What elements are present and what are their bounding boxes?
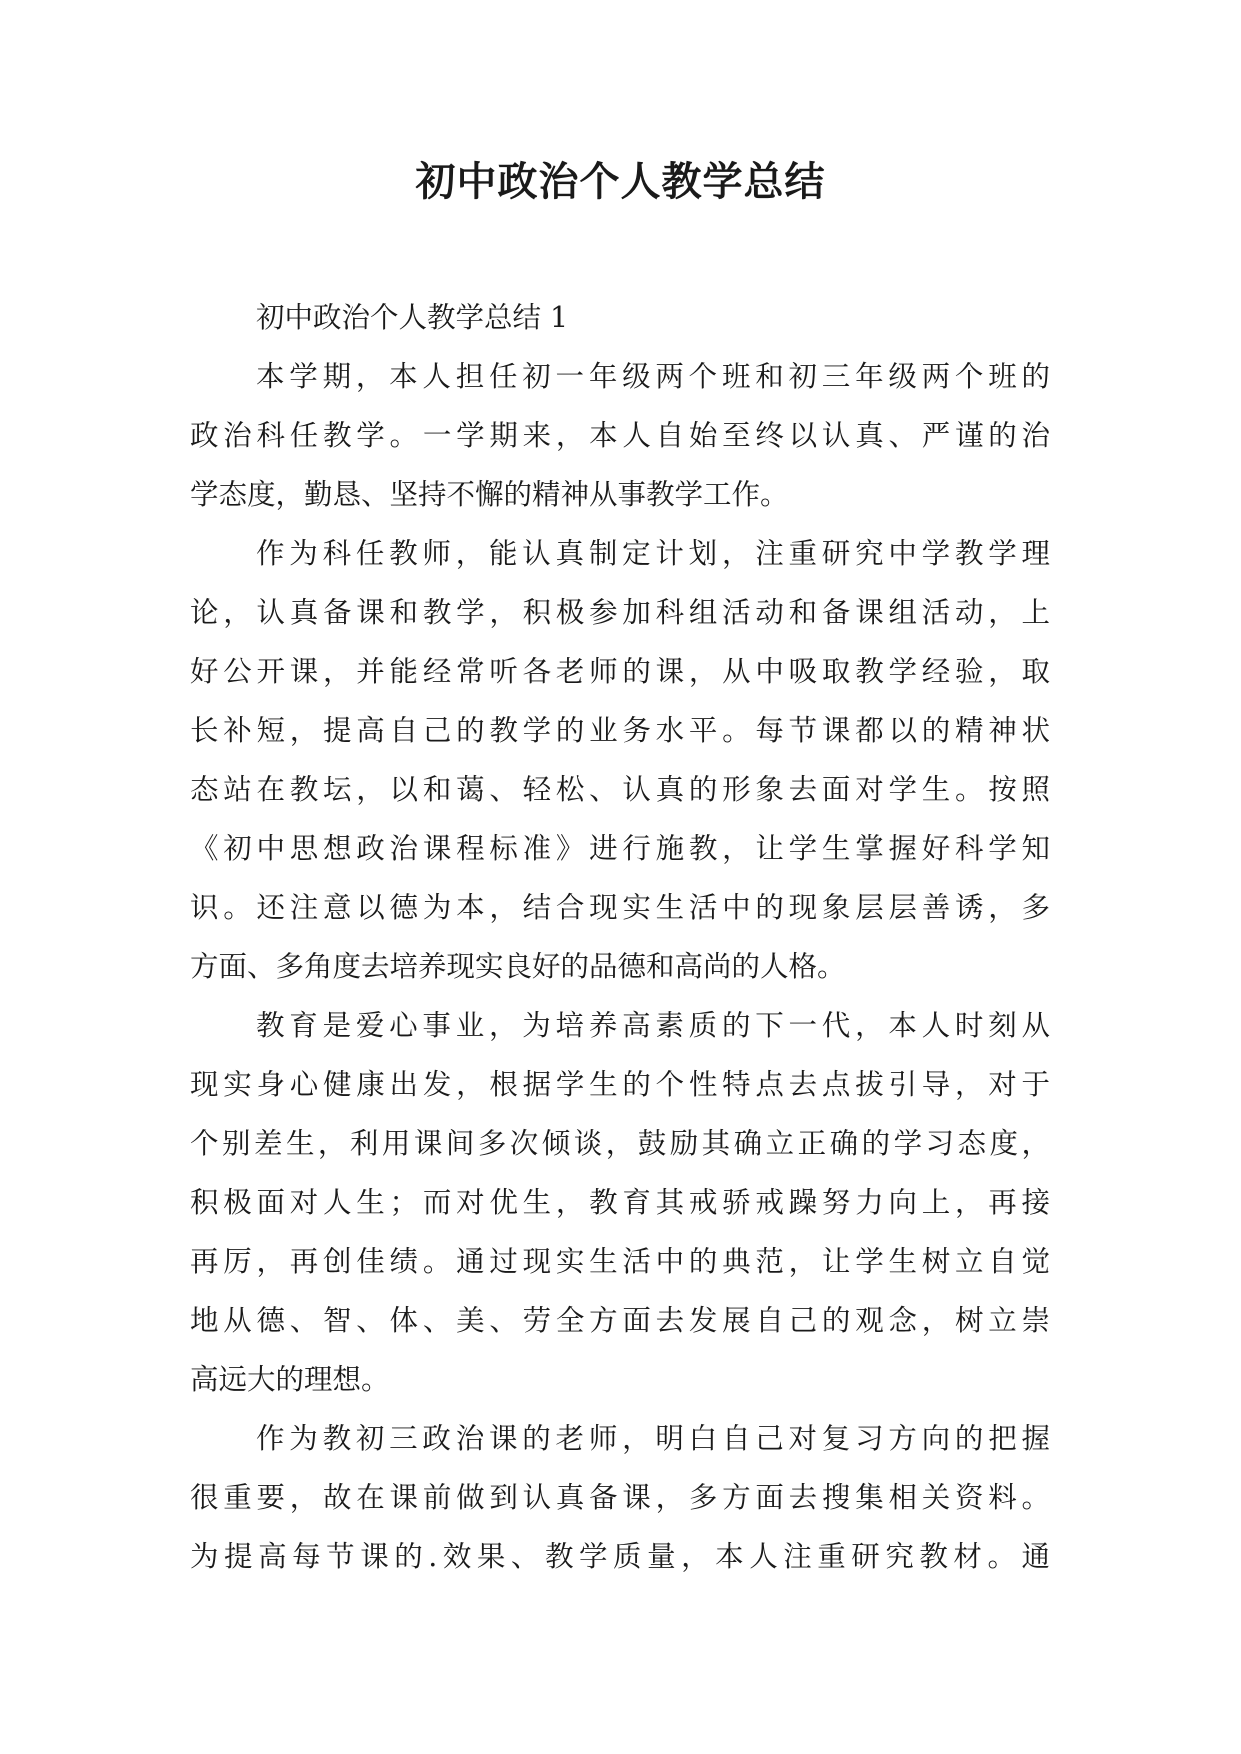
text-line: 初中政治个人教学总结 1 [256, 301, 569, 334]
text-line: 本学期，本人担任初一年级两个班和初三年级两个班的 [256, 360, 1050, 393]
text-line: 现实身心健康出发，根据学生的个性特点去点拔引导，对于 [190, 1068, 1050, 1101]
text-line: 长补短，提高自己的教学的业务水平。每节课都以的精神状 [190, 714, 1050, 747]
document-body [190, 288, 1050, 1586]
text-line: 论，认真备课和教学，积极参加科组活动和备课组活动，上 [190, 596, 1050, 629]
text-line: 再厉，再创佳绩。通过现实生活中的典范，让学生树立自觉 [190, 1245, 1050, 1278]
text-line: 方面、多角度去培养现实良好的品德和高尚的人格。 [190, 950, 846, 983]
text-line: 学态度，勤恳、坚持不懈的精神从事教学工作。 [190, 478, 789, 511]
text-line: 政治科任教学。一学期来，本人自始至终以认真、严谨的治 [190, 419, 1050, 452]
text-line: 教育是爱心事业，为培养高素质的下一代，本人时刻从 [256, 1009, 1050, 1042]
text-line: 积极面对人生；而对优生，教育其戒骄戒躁努力向上，再接 [190, 1186, 1050, 1219]
text-line: 很重要，故在课前做到认真备课，多方面去搜集相关资料。 [190, 1481, 1050, 1514]
text-line: 为提高每节课的.效果、教学质量，本人注重研究教材。通 [190, 1540, 1050, 1573]
text-line: 地从德、智、体、美、劳全方面去发展自己的观念，树立崇 [190, 1304, 1050, 1337]
text-line: 作为科任教师，能认真制定计划，注重研究中学教学理 [256, 537, 1050, 570]
text-line: 作为教初三政治课的老师，明白自己对复习方向的把握 [256, 1422, 1050, 1455]
text-line: 《初中思想政治课程标准》进行施教，让学生掌握好科学知 [190, 832, 1050, 865]
text-line: 高远大的理想。 [190, 1363, 390, 1396]
text-line: 个别差生，利用课间多次倾谈，鼓励其确立正确的学习态度， [190, 1127, 1050, 1160]
text-line: 态站在教坛，以和蔼、轻松、认真的形象去面对学生。按照 [190, 773, 1050, 806]
document-title: 初中政治个人教学总结 [415, 158, 826, 205]
text-line: 识。还注意以德为本，结合现实生活中的现象层层善诱，多 [190, 891, 1050, 924]
text-line: 好公开课，并能经常听各老师的课，从中吸取教学经验，取 [190, 655, 1050, 688]
